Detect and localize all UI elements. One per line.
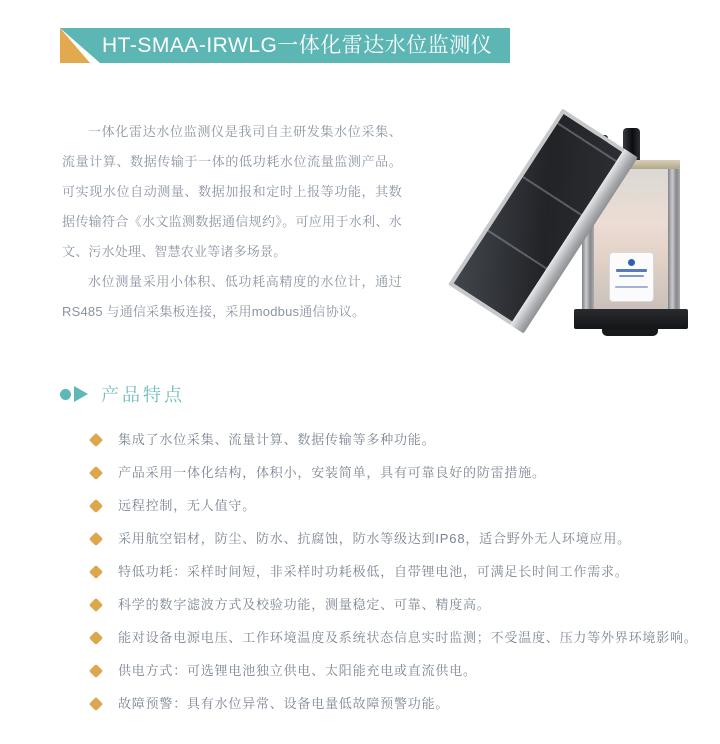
feature-text: 供电方式：可选锂电池独立供电、太阳能充电或直流供电。: [118, 663, 477, 678]
feature-item: [88, 628, 703, 648]
feature-item: [88, 463, 703, 483]
diamond-bullet-icon: [89, 631, 103, 645]
feature-text: 集成了水位采集、流量计算、数据传输等多种功能。: [118, 432, 436, 447]
feature-item: [88, 430, 703, 450]
feature-text: 故障预警：具有水位异常、设备电量低故障预警功能。: [118, 696, 450, 711]
section-title: 产品特点: [101, 385, 185, 405]
marker-arrow-icon: [74, 386, 88, 402]
diamond-bullet-icon: [89, 499, 103, 513]
intro-paragraph-1: 一体化雷达水位监测仪是我司自主研发集水位采集、流量计算、数据传输于一体的低功耗水位流量监测产品。可实现水位自动测量、数据加报和定时上报等功能，其数据传输符合《水文监测数据通信规约》。可应用于水利、水文、污水处理、智慧农业等诸多场景。: [62, 124, 402, 259]
intro-section: [62, 117, 402, 327]
feature-list: [88, 430, 703, 727]
feature-item: [88, 694, 703, 714]
device-label-text-line: [615, 286, 649, 288]
page-title: HT-SMAA-IRWLG一体化雷达水位监测仪: [102, 34, 493, 57]
device-label-text-line: [619, 275, 645, 277]
features-section-header: [60, 381, 185, 407]
device-base: [574, 309, 688, 329]
product-photo: [470, 110, 720, 350]
diamond-bullet-icon: [89, 565, 103, 579]
diamond-bullet-icon: [89, 532, 103, 546]
feature-text: 科学的数字滤波方式及校验功能，测量稳定、可靠、精度高。: [118, 597, 491, 612]
title-banner: [60, 28, 510, 63]
device-label-logo-icon: [628, 259, 635, 266]
feature-item: [88, 661, 703, 681]
feature-item: [88, 562, 703, 582]
marker-dot-icon: [60, 389, 71, 400]
feature-item: [88, 529, 703, 549]
feature-text: 产品采用一体化结构，体积小，安装简单，具有可靠良好的防雷措施。: [118, 465, 546, 480]
feature-item: [88, 496, 703, 516]
feature-item: [88, 595, 703, 615]
device-label-text-line: [616, 269, 646, 272]
diamond-bullet-icon: [89, 466, 103, 480]
diamond-bullet-icon: [89, 697, 103, 711]
diamond-bullet-icon: [89, 664, 103, 678]
feature-text: 能对设备电源电压、工作环境温度及系统状态信息实时监测；不受温度、压力等外界环境影响。: [118, 630, 698, 645]
section-marker-icon: [60, 386, 88, 403]
device-foot: [602, 329, 658, 336]
diamond-bullet-icon: [89, 433, 103, 447]
device-label: [610, 253, 653, 301]
feature-text: 采用航空铝材，防尘、防水、抗腐蚀，防水等级达到IP68，适合野外无人环境应用。: [118, 531, 631, 546]
feature-text: 特低功耗：采样时间短，非采样时功耗极低，自带锂电池，可满足长时间工作需求。: [118, 564, 629, 579]
feature-text: 远程控制，无人值守。: [118, 498, 257, 513]
intro-paragraph-2: 水位测量采用小体积、低功耗高精度的水位计，通过RS485 与通信采集板连接，采用modbus通信协议。: [62, 274, 402, 319]
diamond-bullet-icon: [89, 598, 103, 612]
